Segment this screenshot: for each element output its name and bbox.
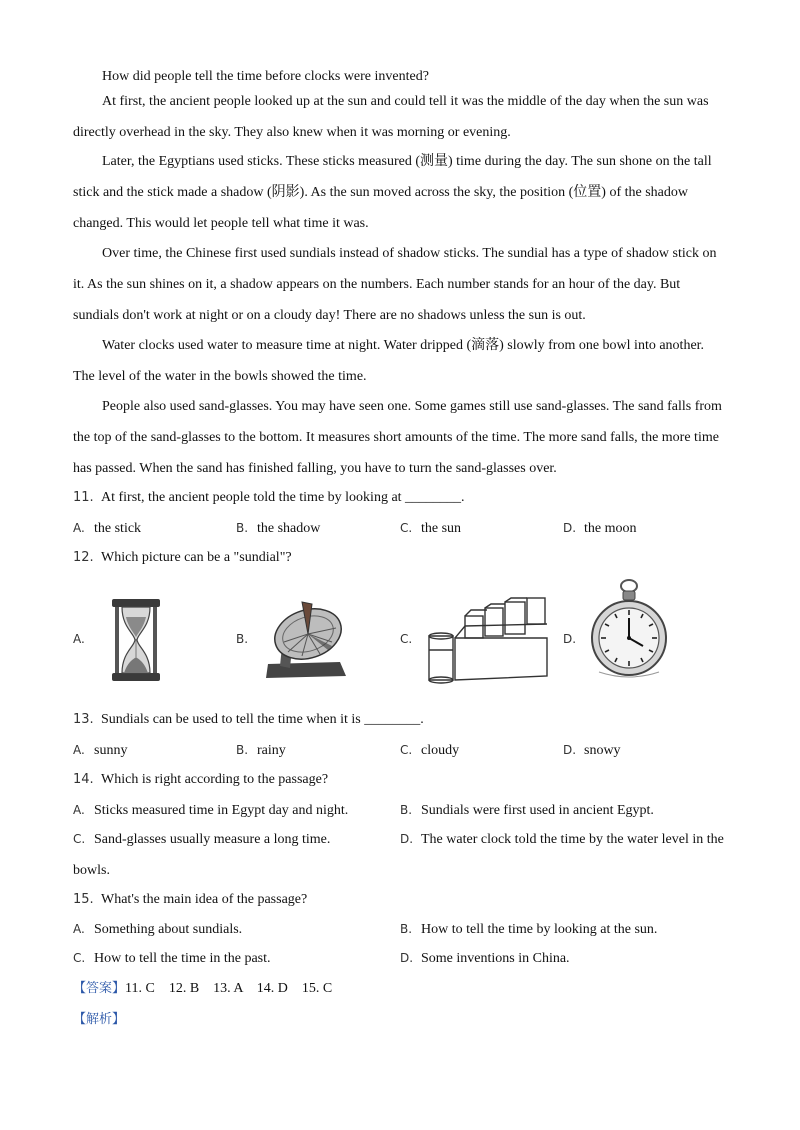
q13-option-b[interactable]: B. rainy [236,743,286,758]
q14-option-b[interactable]: B. Sundials were first used in ancient Egypt. [400,803,654,818]
water-clock-icon[interactable] [425,596,551,684]
q11-option-a[interactable]: A. the stick [73,521,142,536]
q11-option-d[interactable]: D. the moon [563,521,637,536]
sundial-icon[interactable] [262,596,350,680]
q15-option-a[interactable]: A. Something about sundials. [73,922,243,937]
passage-paragraph-4: Over time, the Chinese first used sundials instead of shadow sticks. The sundial has a type of shadow stick on it. As the sun shines on it, a shadow appears on the numbers. Each number stands for an hour of the day. But sundials don't work at night or on a cloudy day! There are no shadows unless the sun is out. [73,246,717,323]
q15-option-d[interactable]: D. Some inventions in China. [400,951,570,966]
passage-paragraph-3: Later, the Egyptians used sticks. These sticks measured (测量) time during the day. The sun shone on the tall stick and the stick made a shadow (阴影). As the sun moved across the sky, the position (位置) of the shadow changed. This would let people tell what time it was. [73,154,712,231]
question-14: 14. Which is right according to the passage? [73,772,329,787]
question-15: 15. What's the main idea of the passage? [73,892,308,907]
q14-option-c[interactable]: C. Sand-glasses usually measure a long time. [73,832,331,847]
passage-paragraph-5: Water clocks used water to measure time at night. Water dripped (滴落) slowly from one bowl into another. The level of the water in the bowls showed the time. [73,338,705,384]
q15-option-b[interactable]: B. How to tell the time by looking at the sun. [400,922,658,937]
passage-paragraph-1: How did people tell the time before clocks were invented? [102,69,429,84]
q11-option-b[interactable]: B. the shadow [236,521,321,536]
answer-text: 11. C 12. B 13. A 14. D 15. C [125,981,333,996]
q13-option-d[interactable]: D. snowy [563,743,621,758]
q14-option-d[interactable]: D. The water clock told the time by the water level in the bowls. [73,832,724,878]
q13-option-a[interactable]: A. sunny [73,743,128,758]
q14-option-a[interactable]: A. Sticks measured time in Egypt day and night. [73,803,349,818]
answer-key [73,977,332,997]
question-11: 11. At first, the ancient people told the time by looking at ________. [73,490,465,505]
q12-option-b-label: B. [236,632,249,646]
q12-option-c-label: C. [400,632,413,646]
passage-paragraph-2: At first, the ancient people looked up at the sun and could tell it was the middle of the day when the sun was directly overhead in the sky. They also knew when it was morning or evening. [73,94,709,140]
question-12: 12. Which picture can be a "sundial"? [73,550,292,565]
answer-label: 【答案】 [73,981,126,996]
passage-paragraph-6: People also used sand-glasses. You may have seen one. Some games still use sand-glasses. The sand falls from the top of the sand-glasses to the bottom. It measures short amounts of the time. The more sand falls, the more time has passed. When the sand has finished falling, you have to turn the sand-glasses over. [73,399,722,476]
pocket-watch-icon[interactable] [589,578,671,688]
q12-option-a-label: A. [73,632,85,646]
q12-option-d-label: D. [563,632,577,646]
q15-option-c[interactable]: C. How to tell the time in the past. [73,951,271,966]
analysis-heading: 【解析】 [73,1012,126,1027]
q13-option-c[interactable]: C. cloudy [400,743,460,758]
q11-option-c[interactable]: C. the sun [400,521,462,536]
hourglass-icon[interactable] [110,597,162,683]
question-13: 13. Sundials can be used to tell the time when it is ________. [73,712,424,727]
